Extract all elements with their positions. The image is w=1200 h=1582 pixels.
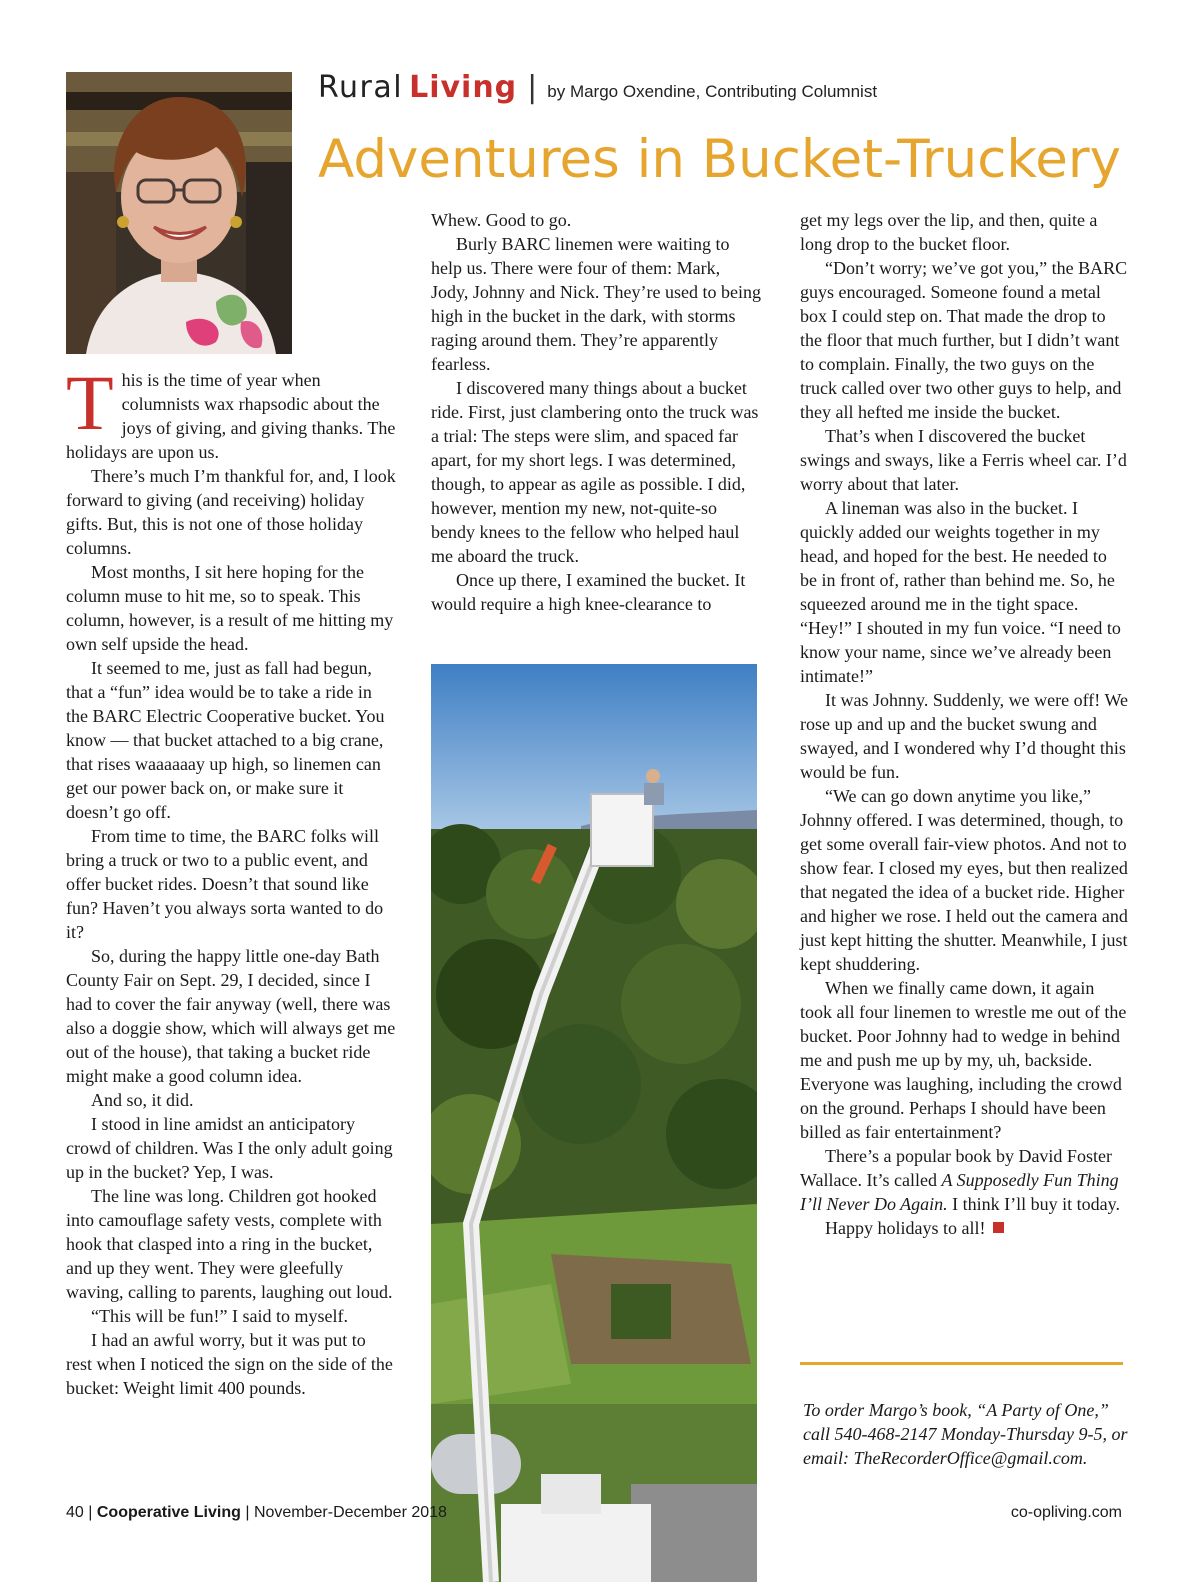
book-title: A Supposedly Fun Thing I’ll Never Do Again. [800,1170,1119,1214]
article-column-2 [431,208,761,616]
section-title-rural: Rural [318,70,404,105]
footer-separator: | [88,1504,93,1521]
article-paragraph: That’s when I discovered the bucket swings and sways, like a Ferris wheel car. I’d worry about that later. [800,426,1127,494]
article-paragraph: There’s a popular book by David Foster Wallace. It’s called A Supposedly Fun Thing I’ll Never Do Again. I think I’ll buy it today. [800,1146,1120,1214]
article-paragraph: It seemed to me, just as fall had begun, that a “fun” idea would be to take a ride in the BARC Electric Cooperative bucket. You know — that bucket attached to a big crane, that rises waaaaaay up high, so linemen can get our power back on, or make sure it doesn’t go off. [66,658,385,822]
header-separator: | [527,70,538,105]
article-paragraph: I stood in line amidst an anticipatory crowd of children. Was I the only adult going up in the bucket? Yep, I was. [66,1114,393,1182]
article-paragraph: “Don’t worry; we’ve got you,” the BARC guys encouraged. Someone found a metal box I could step on. That made the drop to the floor that much further, but I didn’t want to complain. Finally, the two guys on the truck called over two other guys to help, and they all hefted me inside the bucket. [800,258,1128,422]
article-headline: Adventures in Bucket-Truckery [318,129,1121,190]
article-paragraph: I discovered many things about a bucket ride. First, just clambering onto the truck was a trial: The steps were slim, and spaced far apart, for my short legs. I was determined, though, to appear as agile as possible. I did, however, mention my new, not-quite-so bendy knees to the fellow who helped haul me aboard the truck. [431,378,759,566]
author-photo [66,72,292,354]
book-order-note: To order Margo’s book, “A Party of One,” call 540-468-2147 Monday-Thursday 9-5, or email: TheRecorderOffice@gmail.com. [803,1400,1128,1468]
website-link[interactable]: co-opliving.com [1010,1504,1122,1521]
article-paragraph: Whew. Good to go. [431,210,572,230]
article-paragraph: It was Johnny. Suddenly, we were off! We rose up and up and the bucket swung and swayed, and I wondered why I’d thought this would be fun. [800,690,1128,782]
article-paragraph: From time to time, the BARC folks will bring a truck or two to a public event, and offer bucket rides. Doesn’t that sound like fun? Haven’t you always sorta wanted to do it? [66,826,384,942]
article-paragraph: And so, it did. [91,1090,194,1110]
footer-folio [66,1504,447,1522]
article-paragraph: A lineman was also in the bucket. I quickly added our weights together in my head, and hoped for the best. He needed to be in front of, rather than behind me. So, he squeezed around me in the tight space. “Hey!” I shouted in my fun voice. “I need to know your name, since we’ve already been intimate!” [800,498,1121,686]
article-paragraph: This is the time of year when columnists wax rhapsodic about the joys of giving, and giving thanks. The holidays are upon us. [66,359,396,462]
article-paragraph: Burly BARC linemen were waiting to help us. There were four of them: Mark, Jody, Johnny and Nick. They’re used to being high in the bucket in the dark, with storms raging around them. They’re apparently fearless. [431,234,761,374]
end-mark-icon [993,1222,1004,1233]
section-title-living: Living [409,70,518,105]
article-column-3 [800,208,1128,1240]
article-paragraph: “We can go down anytime you like,” Johnny offered. I was determined, though, to get some overall fair-view photos. And not to show fear. I closed my eyes, but then realized that negated the idea of a bucket ride. Higher and higher we rose. I held out the camera and just kept hitting the shutter. Meanwhile, I just kept shuddering. [800,786,1128,974]
footer-separator: | [245,1504,250,1521]
article-closing: Happy holidays to all! [800,1216,1128,1240]
article-paragraph: Most months, I sit here hoping for the column muse to hit me, so to speak. This column, however, is a result of me hitting my own self upside the head. [66,562,394,654]
section-header [318,70,1138,110]
article-paragraph: Once up there, I examined the bucket. It would require a high knee-clearance to [431,570,746,614]
article-paragraph: The line was long. Children got hooked into camouflage safety vests, complete with hook that clasped into a ring in the bucket, and up they went. They were gleefully waving, calling to parents, laughing out loud. [66,1186,393,1302]
page-number: 40 [66,1504,84,1521]
magazine-name: Cooperative Living [96,1504,241,1521]
article-paragraph: So, during the happy little one-day Bath County Fair on Sept. 29, I decided, since I had to cover the fair anyway (well, there was also a doggie show, which will always get me out of the house), that taking a bucket ride might make a good column idea. [66,946,396,1086]
divider-rule [800,1362,1123,1365]
article-paragraph: I had an awful worry, but it was put to rest when I noticed the sign on the side of the bucket: Weight limit 400 pounds. [66,1330,393,1398]
bucket-truck-photo [431,664,757,1582]
drop-cap: T [66,359,114,446]
article-column-1 [66,359,396,1400]
article-paragraph: When we finally came down, it again took all four linemen to wrestle me out of the bucket. Poor Johnny had to wedge in behind me and push me up by my, uh, backside. Everyone was laughing, including the crowd on the ground. Perhaps I should have been billed as fair entertainment? [800,978,1127,1142]
article-paragraph: There’s much I’m thankful for, and, I look forward to giving (and receiving) holiday gifts. But, this is not one of those holiday columns. [66,466,396,558]
byline: by Margo Oxendine, Contributing Columnist [547,82,878,101]
issue-date: November-December 2018 [253,1504,447,1521]
article-paragraph: “This will be fun!” I said to myself. [91,1306,348,1326]
article-paragraph: get my legs over the lip, and then, quite a long drop to the bucket floor. [800,210,1098,254]
